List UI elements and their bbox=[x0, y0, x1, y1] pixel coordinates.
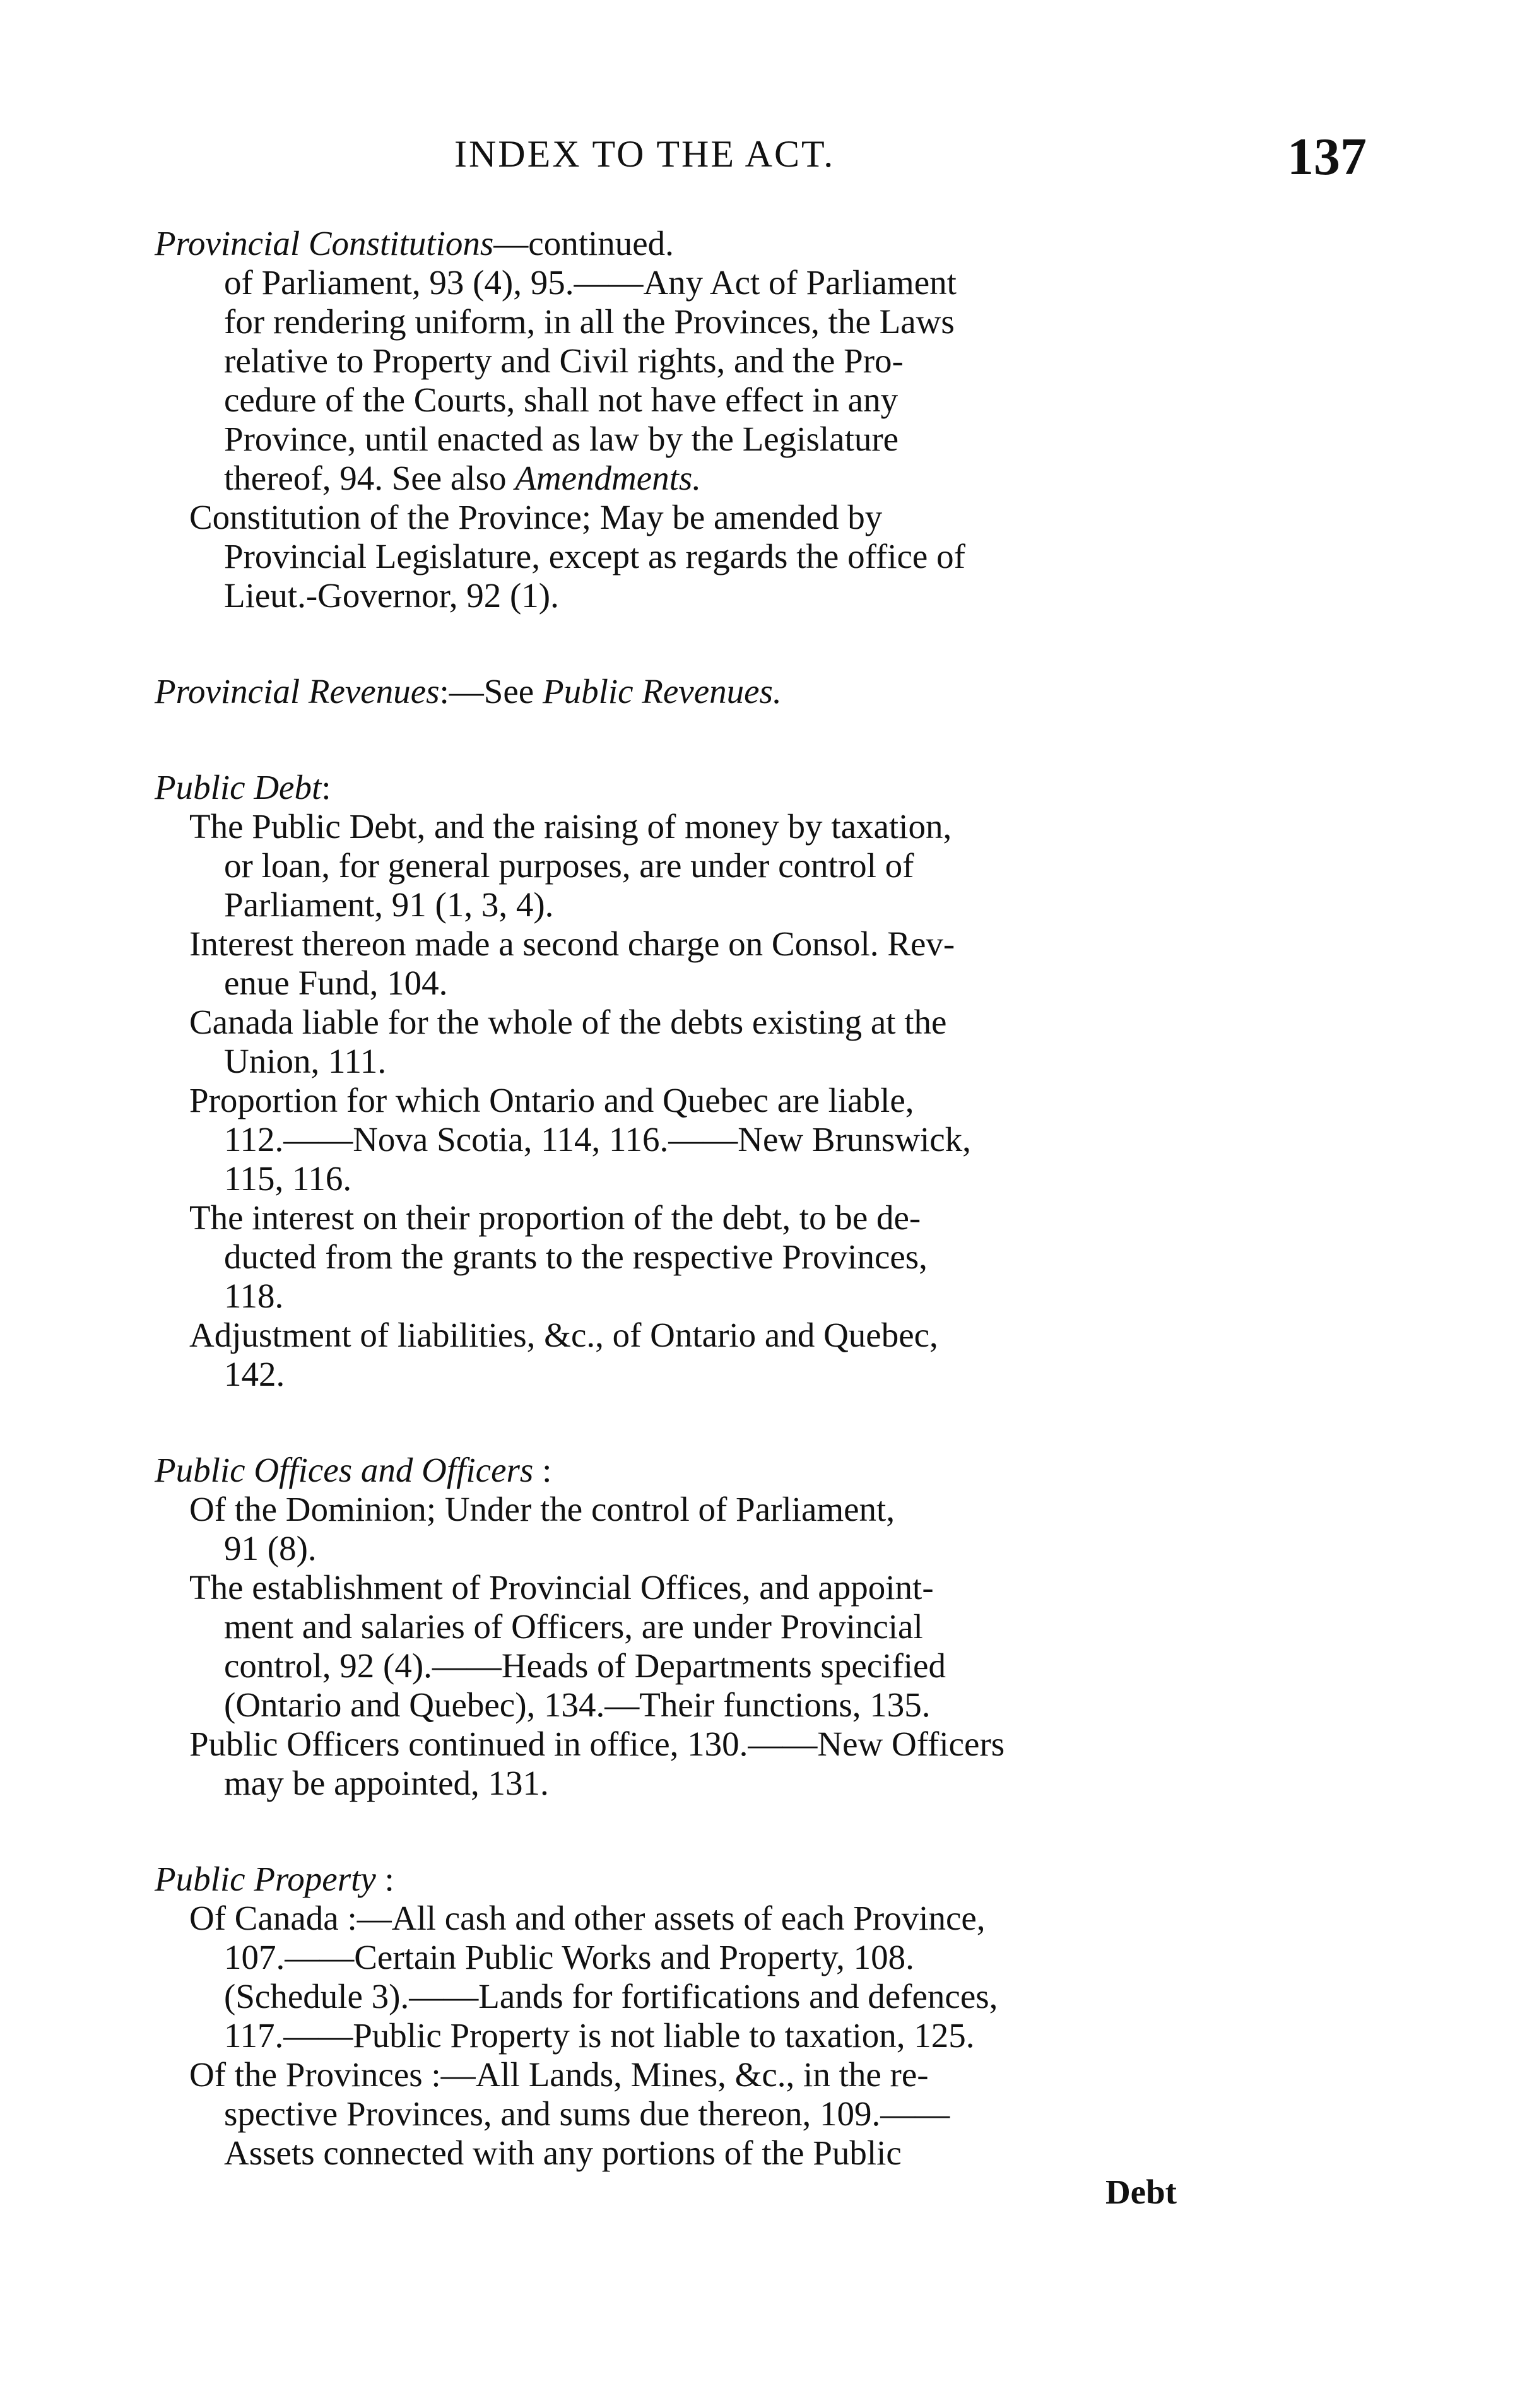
index-entry-public-property bbox=[155, 1860, 1177, 2212]
subentry: Of Canada :—All cash and other assets of each Province, 107.——Certain Public Works and Property, 108. (Schedule 3).——Lands for fortifications and defences, 117.——Public Property is not liable to taxation, 125. bbox=[189, 1899, 998, 2055]
entry-heading: Public Debt: bbox=[155, 768, 331, 806]
cross-reference: Amendments. bbox=[515, 459, 702, 497]
index-entry-public-offices bbox=[155, 1451, 1177, 1803]
subentry: Of the Provinces :—All Lands, Mines, &c., in the re- spective Provinces, and sums due thereon, 109.—— Assets connected with any portions of the Public bbox=[189, 2055, 950, 2172]
subentry: The establishment of Provincial Offices, and appoint- ment and salaries of Officers, are under Provincial control, 92 (4).——Heads of Departments specified (Ontario and Quebec), 134.—Their functions, 135. bbox=[189, 1568, 946, 1724]
subentry: Canada liable for the whole of the debts existing at the Union, 111. bbox=[189, 1003, 947, 1080]
catchword: Debt bbox=[1105, 2173, 1177, 2211]
entry-heading: Provincial Revenues:—See Public Revenues. bbox=[155, 672, 782, 711]
page-number: 137 bbox=[1287, 127, 1367, 186]
entry-heading: Provincial Constitutions—continued. bbox=[155, 224, 674, 263]
entry-heading: Public Offices and Officers : bbox=[155, 1451, 552, 1489]
index-content bbox=[155, 224, 1177, 2212]
index-entry-provincial-constitutions bbox=[155, 224, 1177, 615]
index-entry-public-debt bbox=[155, 768, 1177, 1394]
subentry: of Parliament, 93 (4), 95.——Any Act of Parliament for rendering uniform, in all the Provinces, the Laws relative to Property and Civil rights, and the Pro- cedure of the Courts, shall not have effect in any Province, until enacted as law by the Legislature thereof, 94. See also Amendments. bbox=[224, 263, 957, 497]
subentry: Adjustment of liabilities, &c., of Ontario and Quebec, 142. bbox=[189, 1316, 938, 1393]
subentry: Constitution of the Province; May be amended by Provincial Legislature, except as regards the office of Lieut.-Governor, 92 (1). bbox=[189, 498, 965, 615]
index-entry-provincial-revenues bbox=[155, 672, 1177, 711]
subentry: Proportion for which Ontario and Quebec are liable, 112.——Nova Scotia, 114, 116.——New Brunswick, 115, 116. bbox=[189, 1081, 971, 1198]
subentry: The Public Debt, and the raising of money by taxation, or loan, for general purposes, are under control of Parliament, 91 (1, 3, 4). bbox=[189, 807, 952, 924]
subentry: Of the Dominion; Under the control of Parliament, 91 (8). bbox=[189, 1490, 895, 1567]
subentry: Interest thereon made a second charge on Consol. Rev- enue Fund, 104. bbox=[189, 924, 955, 1002]
running-head: INDEX TO THE ACT. bbox=[454, 133, 835, 175]
subentry: Public Officers continued in office, 130.——New Officers may be appointed, 131. bbox=[189, 1725, 1005, 1802]
cross-reference: Public Revenues. bbox=[542, 672, 782, 711]
subentry: The interest on their proportion of the debt, to be de- ducted from the grants to the respective Provinces, 118. bbox=[189, 1198, 928, 1315]
entry-heading: Public Property : bbox=[155, 1860, 394, 1898]
